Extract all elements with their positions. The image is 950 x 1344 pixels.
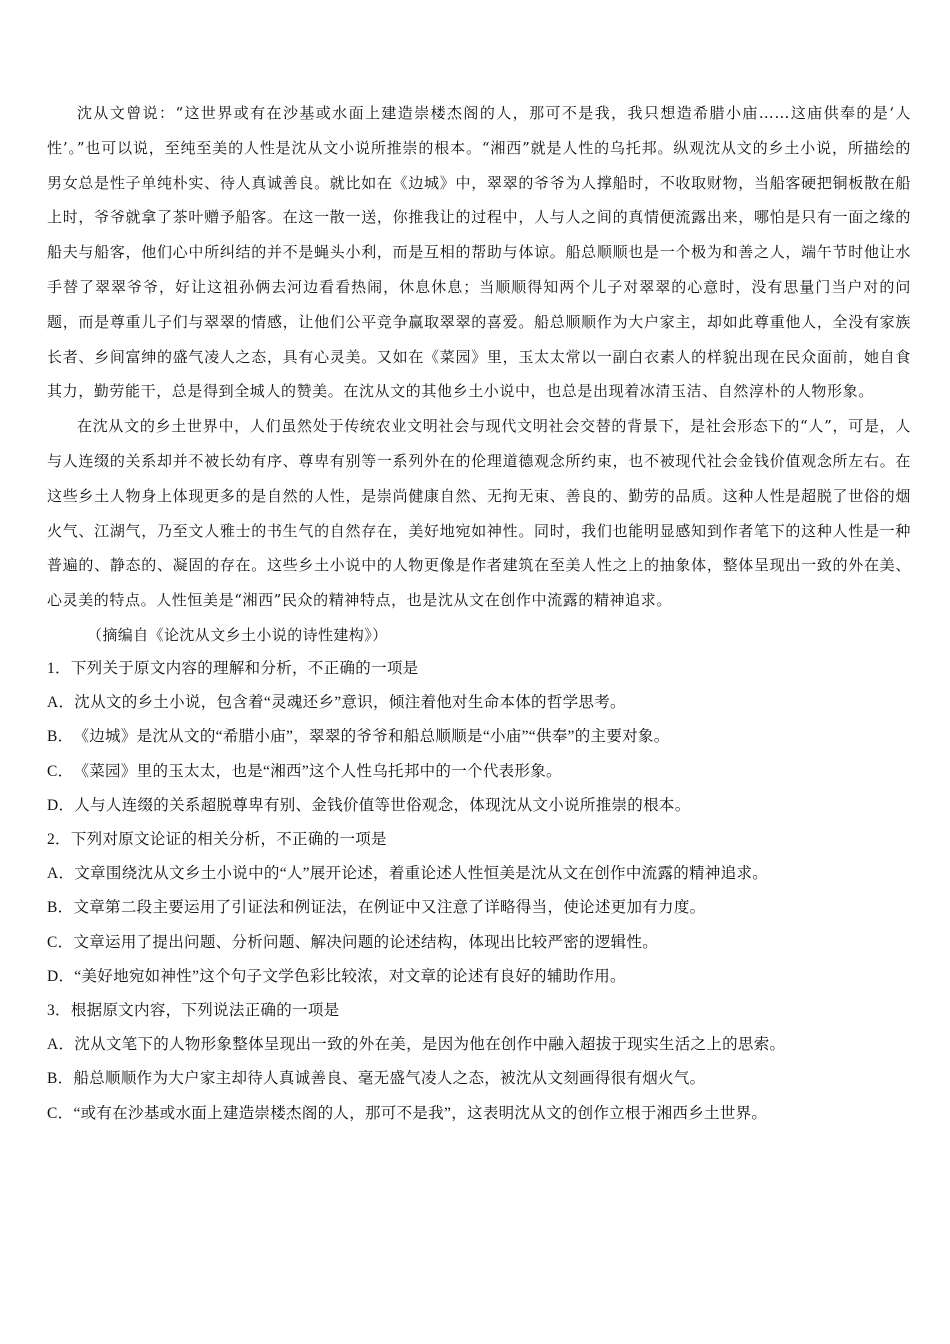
option-letter: D． [47, 796, 75, 814]
option-text: 文章第二段主要运用了引证法和例证法，在例证中又注意了详略得当，使论述更加有力度。 [73, 899, 706, 917]
question-3 [47, 994, 911, 1131]
option-letter: D． [47, 967, 75, 985]
option-letter: B． [47, 899, 74, 917]
question-stem: 3．根据原文内容，下列说法正确的一项是 [47, 1001, 340, 1019]
option-text: 沈从文的乡土小说，包含着“灵魂还乡”意识，倾注着他对生命本体的哲学思考。 [74, 694, 626, 712]
option-text: 人与人连缀的关系超脱尊卑有别、金钱价值等世俗观念，体现沈从文小说所推崇的根本。 [74, 796, 691, 814]
question-stem: 1．下列关于原文内容的理解和分析，不正确的一项是 [47, 659, 419, 677]
option-text: 文章围绕沈从文乡土小说中的“人”展开论述，着重论述人性恒美是沈从文在创作中流露的精神追求。 [74, 865, 769, 883]
question-1-option-d [47, 789, 911, 823]
option-letter: C． [47, 762, 74, 780]
question-1-option-a [47, 686, 911, 720]
option-text: 文章运用了提出问题、分析问题、解决问题的论述结构，体现出比较严密的逻辑性。 [73, 933, 659, 951]
option-letter: C． [47, 1104, 74, 1122]
option-letter: B． [47, 1070, 74, 1088]
option-text: 船总顺顺作为大户家主却待人真诚善良、毫无盛气凌人之态，被沈从文刻画得很有烟火气。 [73, 1070, 706, 1088]
passage-paragraph-2: 在沈从文的乡土世界中，人们虽然处于传统农业文明社会与现代文明社会交替的背景下，是社会形态下的“人”，可是，人与人连缀的关系却并不被长幼有序、尊卑有别等一系列外在的伦理道德观念所约束，也不被现代社会金钱价值观念所左右。在这些乡土人物身上体现更多的是自然的人性，是崇尚健康自然、无拘无束、善良的、勤劳的品质。这种人性是超脱了世俗的烟火气、江湖气，乃至文人雅士的书生气的自然存在，美好地宛如神性。同时，我们也能明显感知到作者笔下的这种人性是一种普遍的、静态的、凝固的存在。这些乡土小说中的人物更像是作者建筑在至美人性之上的抽象体，整体呈现出一致的外在美、心灵美的特点。人性恒美是“湘西”民众的精神特点，也是沈从文在创作中流露的精神追求。 [47, 417, 911, 610]
option-text: “美好地宛如神性”这个句子文学色彩比较浓，对文章的论述有良好的辅助作用。 [74, 967, 626, 985]
passage-paragraph-1: 沈从文曾说：“这世界或有在沙基或水面上建造崇楼杰阁的人，那可不是我，我只想造希腊小庙……这庙供奉的是‘人性’。”也可以说，至纯至美的人性是沈从文小说所推崇的根本。“湘西”就是人性的乌托邦。纵观沈从文的乡土小说，所描绘的男女总是性子单纯朴实、待人真诚善良。就比如在《边城》中，翠翠的爷爷为人撑船时，不收取财物，当船客硬把铜板散在船上时，爷爷就拿了茶叶赠予船客。在这一散一送，你推我让的过程中，人与人之间的真情便流露出来，哪怕是只有一面之缘的船夫与船客，他们心中所纠结的并不是蝇头小利，而是互相的帮助与体谅。船总顺顺也是一个极为和善之人，端午节时他让水手替了翠翠爷爷，好让这祖孙俩去河边看看热闹，休息休息；当顺顺得知两个儿子对翠翠的心意时，没有思量门当户对的问题，而是尊重儿子们与翠翠的情感，让他们公平竞争赢取翠翠的喜爱。船总顺顺作为大户家主，却如此尊重他人，全没有家族长者、乡间富绅的盛气凌人之态，具有心灵美。又如在《菜园》里，玉太太常以一副白衣素人的样貌出现在民众面前，她自食其力，勤劳能干，总是得到全城人的赞美。在沈从文的其他乡土小说中，也总是出现着冰清玉洁、自然淳朴的人物形象。 [47, 104, 911, 401]
question-3-option-a [47, 1028, 911, 1062]
question-3-option-c [47, 1097, 911, 1131]
option-text: 《菜园》里的玉太太，也是“湘西”这个人性乌托邦中的一个代表形象。 [73, 762, 562, 780]
question-2-option-c [47, 926, 911, 960]
exam-page [47, 96, 911, 1131]
question-1 [47, 652, 911, 823]
reading-passage [47, 96, 911, 652]
option-letter: A． [47, 865, 75, 883]
question-2-option-b [47, 891, 911, 925]
option-text: 沈从文笔下的人物形象整体呈现出一致的外在美，是因为他在创作中融入超拔于现实生活之上的思索。 [74, 1036, 786, 1054]
option-letter: B． [47, 728, 74, 746]
option-letter: C． [47, 933, 74, 951]
option-letter: A． [47, 694, 75, 712]
passage-source: （摘编自《论沈从文乡土小说的诗性建构》） [87, 625, 388, 644]
question-1-option-b [47, 720, 911, 754]
question-1-option-c [47, 755, 911, 789]
question-2-option-d [47, 960, 911, 994]
question-3-option-b [47, 1062, 911, 1096]
option-text: “或有在沙基或水面上建造崇楼杰阁的人，那可不是我”，这表明沈从文的创作立根于湘西乡土世界。 [73, 1104, 768, 1122]
question-2-option-a [47, 857, 911, 891]
option-letter: A． [47, 1036, 75, 1054]
question-stem: 2．下列对原文论证的相关分析，不正确的一项是 [47, 830, 387, 848]
question-2 [47, 823, 911, 994]
option-text: 《边城》是沈从文的“希腊小庙”，翠翠的爷爷和船总顺顺是“小庙”“供奉”的主要对象。 [73, 728, 670, 746]
